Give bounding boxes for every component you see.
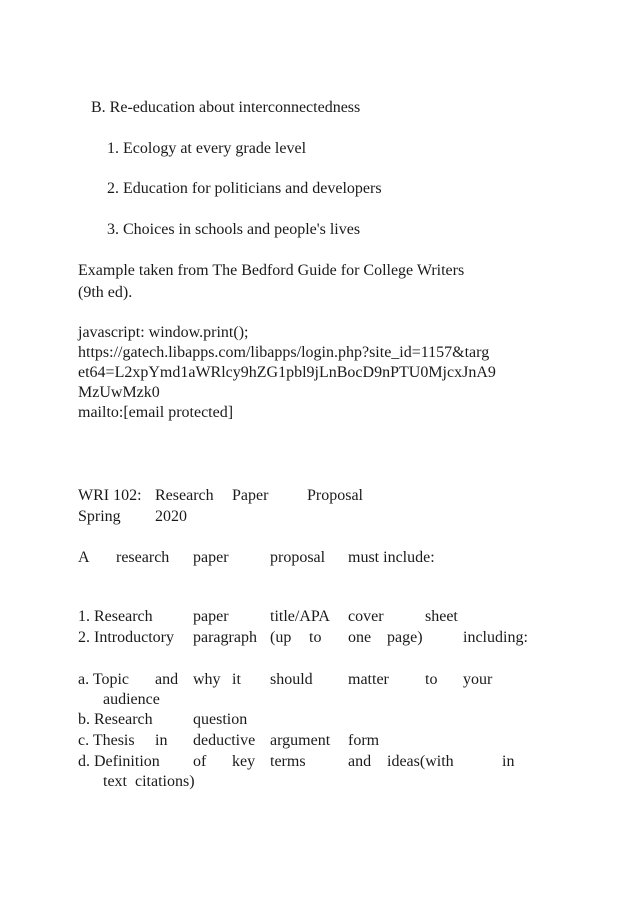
- mailto-link[interactable]: mailto:[email protected]: [78, 404, 234, 421]
- list-cell: sheet: [425, 608, 458, 625]
- sublist-cell: and: [348, 753, 372, 770]
- list-cell: one: [348, 629, 372, 646]
- list-cell: cover: [348, 608, 384, 625]
- sublist-cell: in: [155, 732, 168, 749]
- sublist-cell: key: [232, 753, 256, 770]
- url-link-line-2[interactable]: et64=L2xpYmd1aWRlcy9hZG1pbl9jLnBocD9nPTU0MjcxJnA9: [78, 364, 496, 381]
- title-word: Paper: [232, 487, 269, 504]
- sublist-cell: c. Thesis: [78, 732, 135, 749]
- sublist-cell: to: [425, 671, 438, 688]
- title-word: Proposal: [307, 487, 363, 504]
- title-word: Research: [155, 487, 214, 504]
- sublist-cell: deductive: [193, 732, 256, 749]
- sublist-cell: terms: [270, 753, 306, 770]
- list-cell: including:: [463, 629, 528, 646]
- sublist-cell: of: [193, 753, 207, 770]
- sublist-cell: form: [348, 732, 380, 749]
- sublist-cell: argument: [270, 732, 331, 749]
- print-link[interactable]: javascript: window.print();: [78, 324, 249, 341]
- sublist-cell: it: [232, 671, 241, 688]
- sublist-continuation: audience: [103, 691, 160, 708]
- list-cell: (up: [270, 629, 292, 646]
- source-line-2: (9th ed).: [78, 284, 133, 301]
- term-word: Spring: [78, 508, 121, 525]
- sublist-cell: ideas(with: [387, 753, 454, 770]
- sublist-cell: should: [270, 671, 313, 688]
- sublist-cell: and: [155, 671, 179, 688]
- sublist-cell: b. Research: [78, 711, 153, 728]
- list-cell: paper: [193, 608, 229, 625]
- list-cell: to: [309, 629, 322, 646]
- outline-heading-b: B. Re-education about interconnectedness: [91, 99, 361, 116]
- sublist-cell: question: [193, 711, 248, 728]
- intro-word: research: [116, 549, 170, 566]
- intro-word: proposal: [270, 549, 326, 566]
- outline-item-3: 3. Choices in schools and people's lives: [107, 221, 361, 238]
- list-cell: 2. Introductory: [78, 629, 174, 646]
- sublist-cell: in: [502, 753, 515, 770]
- outline-item-2: 2. Education for politicians and developers: [107, 180, 382, 197]
- list-cell: 1. Research: [78, 608, 153, 625]
- url-link-line-1[interactable]: https://gatech.libapps.com/libapps/login.php?site_id=1157&targ: [78, 344, 490, 361]
- sublist-cell: d. Definition: [78, 753, 160, 770]
- source-line-1: Example taken from The Bedford Guide for College Writers: [78, 262, 465, 279]
- sublist-continuation: text citations): [103, 773, 195, 790]
- intro-word: paper: [193, 549, 229, 566]
- intro-word: A: [78, 549, 90, 566]
- title-word: WRI 102:: [78, 487, 142, 504]
- sublist-cell: your: [463, 671, 493, 688]
- intro-word: must include:: [348, 549, 435, 566]
- outline-item-1: 1. Ecology at every grade level: [107, 140, 307, 157]
- sublist-cell: why: [193, 671, 221, 688]
- list-cell: title/APA: [270, 608, 330, 625]
- sublist-cell: matter: [348, 671, 389, 688]
- term-word: 2020: [155, 508, 187, 525]
- sublist-cell: a. Topic: [78, 671, 130, 688]
- list-cell: page): [387, 629, 423, 646]
- list-cell: paragraph: [193, 629, 257, 646]
- url-link-line-3[interactable]: MzUwMzk0: [78, 384, 160, 401]
